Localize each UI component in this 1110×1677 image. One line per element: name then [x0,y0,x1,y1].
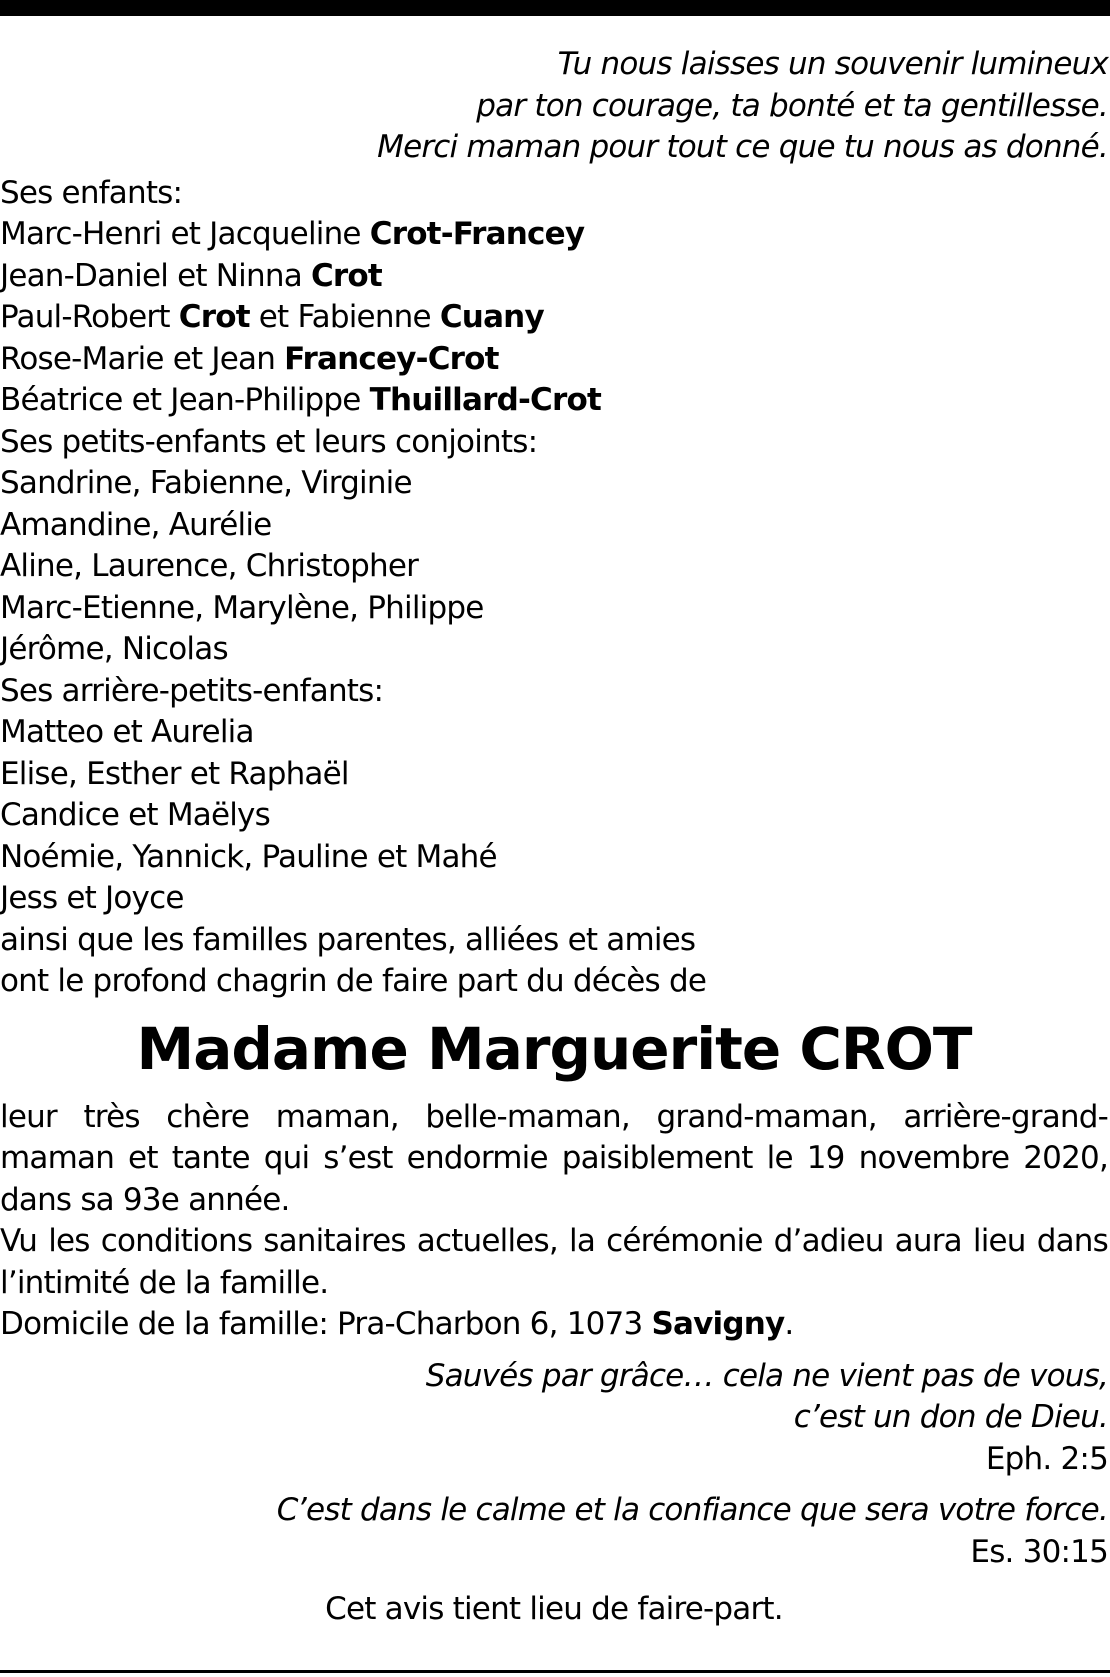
family-address [0,1304,1108,1346]
grandchildren-heading: Ses petits-enfants et leurs conjoints: [0,423,538,460]
poem-line: Merci maman pour tout ce que tu nous as donné. [377,129,1108,165]
deceased-name: Madame Marguerite CROT [136,1014,972,1083]
bible-verse-isaiah [0,1490,1108,1573]
bottom-border-rule [0,1670,1110,1673]
child-given-names: Jean-Daniel et Ninna [0,257,311,294]
child-partner-surname: Cuany [439,299,544,335]
address-text: Domicile de la famille: Pra-Charbon 6, 1073 [0,1306,652,1342]
child-surname: Crot [178,299,250,335]
child-partner-given: et Fabienne [249,299,440,335]
opening-poem [0,44,1108,169]
child-given-names: Béatrice et Jean-Philippe [0,382,370,418]
body-paragraph-ceremony: Vu les conditions sanitaires actuelles, la cérémonie d’adieu aura lieu dans l’intimité de la famille. [0,1223,1108,1301]
grandchild-line: Sandrine, Fabienne, Virginie [0,465,412,501]
top-border-rule [0,0,1110,16]
verse-reference: Es. 30:15 [970,1533,1108,1570]
closing-note: Cet avis tient lieu de faire-part. [325,1591,783,1627]
child-surname: Thuillard-Crot [369,382,601,418]
poem-line: Tu nous laisses un souvenir lumineux [557,46,1108,82]
families-line: ainsi que les familles parentes, alliées et amies [0,921,696,958]
great-grandchildren-heading: Ses arrière-petits-enfants: [0,672,384,709]
grandchild-line: Aline, Laurence, Christopher [0,548,419,584]
grandchild-line: Marc-Etienne, Marylène, Philippe [0,589,484,626]
verse-reference: Eph. 2:5 [985,1440,1108,1477]
child-line [0,339,1108,381]
children-section [0,173,1108,422]
obituary-notice [0,44,1108,1631]
child-line [0,214,1108,256]
verse-line: C’est dans le calme et la confiance que sera votre force. [276,1492,1108,1528]
grandchildren-section [0,422,1108,671]
child-surname: Crot-Francey [369,216,585,252]
great-grandchildren-section [0,671,1108,920]
address-town: Savigny [651,1306,785,1342]
child-given-names: Marc-Henri et Jacqueline [0,216,370,252]
great-grandchild-line: Candice et Maëlys [0,797,270,833]
child-surname: Crot [310,257,382,294]
grandchild-line: Amandine, Aurélie [0,506,272,543]
child-line [0,380,1108,422]
bible-verse-ephesians [0,1356,1108,1481]
great-grandchild-line: Matteo et Aurelia [0,714,254,750]
great-grandchild-line: Noémie, Yannick, Pauline et Mahé [0,838,497,875]
verse-line: c’est un don de Dieu. [793,1399,1108,1435]
child-surname: Francey-Crot [284,340,499,377]
verse-line: Sauvés par grâce… cela ne vient pas de vous, [425,1357,1108,1394]
great-grandchild-line: Jess et Joyce [0,880,184,916]
child-given-names: Rose-Marie et Jean [0,340,285,377]
great-grandchild-line: Elise, Esther et Raphaël [0,755,349,792]
child-line [0,297,1108,339]
child-given-names: Paul-Robert [0,299,179,335]
poem-line: par ton courage, ta bonté et ta gentillesse. [476,87,1108,124]
children-heading: Ses enfants: [0,174,183,211]
body-paragraph-tribute: leur très chère maman, belle-maman, grand-maman, arrière-grand-maman et tante qui s’est endormie paisiblement le 19 novembre 2020, dans sa 93e année. [0,1098,1108,1218]
grandchild-line: Jérôme, Nicolas [0,631,228,667]
address-end: . [784,1306,794,1342]
announce-line: ont le profond chagrin de faire part du décès de [0,963,707,999]
child-line [0,256,1108,298]
